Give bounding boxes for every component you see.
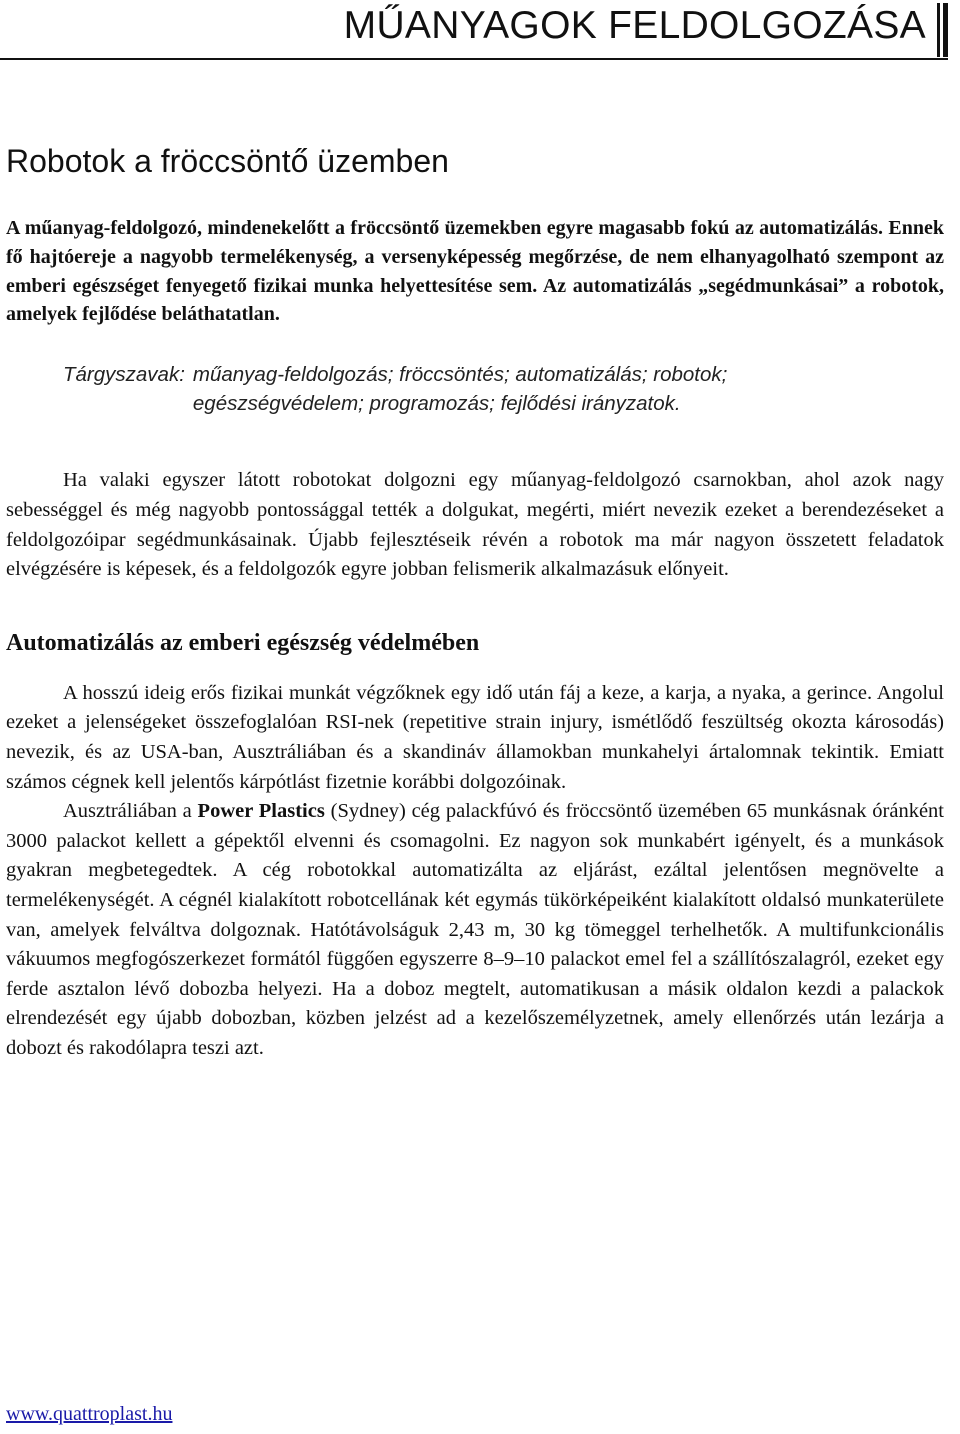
paragraph-2-text-start: Ausztráliában a	[63, 800, 198, 823]
intro-paragraph: Ha valaki egyszer látott robotokat dolgozni egy műanyag-feldolgozó csarnokban, ahol azok nagy sebességgel és még nagyobb pontossággal tették a dolgukat, megérti, miért nevezik ezeket a berendezéseket a feldolgozóipar segédmunkásainak. Újabb fejlesztéseik révén a robotok ma már nagyon összetett feladatok elvégzésére is képesek, és a feldolgozók egyre jobban felismerik alkalmazásuk előnyeit.	[6, 469, 944, 581]
article-title: Robotok a fröccsöntő üzemben	[6, 143, 449, 179]
header-rule-thin	[937, 3, 940, 57]
section-paragraph-1: A hosszú ideig erős fizikai munkát végzőknek egy idő után fáj a keze, a karja, a nyaka, a gerince. Angolul ezeket a jelenségeket összefoglalóan RSI-nek (repetitive strain injury, ismétlődő feszültség okozta károsodás) nevezik, és az USA-ban, Ausztráliában és a skandináv államokban munkahelyi ártalomnak tekintik. Emiatt számos cégnek kell jelentős kárpótlást fizetnie korábbi dolgozóinak.	[6, 681, 944, 793]
keywords-label: Tárgyszavak:	[63, 363, 185, 387]
paragraph-2-text-end: (Sydney) cég palackfúvó és fröccsöntő üzemében 65 munkásnak óránként 3000 palackot kellett a gépektől elvenni és csomagolni. Ez nagyon sok munkabért igényelt, és a munkások gyakran megbetegedtek. A cég robotokkal automatizálta az eljárást, ezáltal jelentősen megnövelte a termelékenységét. A cégnél kialakított robotcellának két egymás tükörképeiként kialakított oldalsó munkaterülete van, amelyek felváltva dolgoznak. Hatótávolságuk 2,43 m, 30 kg tömeggel terhelhetők. A multifunkcionális vákuumos megfogószerkezet formától függően egyszerre 8–9–10 palackot emel fel a szállítószalagról, ezeket egy ferde asztalon lévő dobozba helyezi. Ha a doboz megtelt, automatikusan a másik oldalon kezdi a palackok elrendezését egy újabb dobozban, közben jelzést ad a kezelőszemélyzetnek, amely ellenőrzés után lezárja a dobozt és rakodólapra teszi azt.	[6, 800, 944, 1059]
footer-website-link[interactable]: www.quattroplast.hu	[6, 1403, 173, 1425]
intro-section	[6, 466, 944, 584]
section-heading: Automatizálás az emberi egészség védelmében	[6, 629, 480, 656]
header-rule-thick	[943, 3, 948, 57]
company-name: Power Plastics	[197, 800, 325, 823]
section-body	[6, 679, 944, 1064]
running-header	[0, 0, 960, 64]
header-underline	[0, 58, 948, 60]
keywords-list: műanyag-feldolgozás; fröccsöntés; automatizálás; robotok; egészségvédelem; programozás; fejlődési irányzatok.	[192, 363, 728, 415]
keywords-block	[63, 361, 944, 418]
journal-title: MŰANYAGOK FELDOLGOZÁSA	[343, 4, 926, 47]
section-paragraph-2	[6, 797, 944, 1063]
article-lead: A műanyag-feldolgozó, mindenekelőtt a fröccsöntő üzemekben egyre magasabb fokú az automatizálás. Ennek fő hajtóereje a nagyobb termelékenység, a versenyképesség megőrzése, de nem elhanyagolható szempont az emberi egészséget fenyegető fizikai munka helyettesítése sem. Az automatizálás „segédmunkásai” a robotok, amelyek fejlődése beláthatatlan.	[6, 217, 944, 326]
article-content	[6, 138, 944, 1063]
